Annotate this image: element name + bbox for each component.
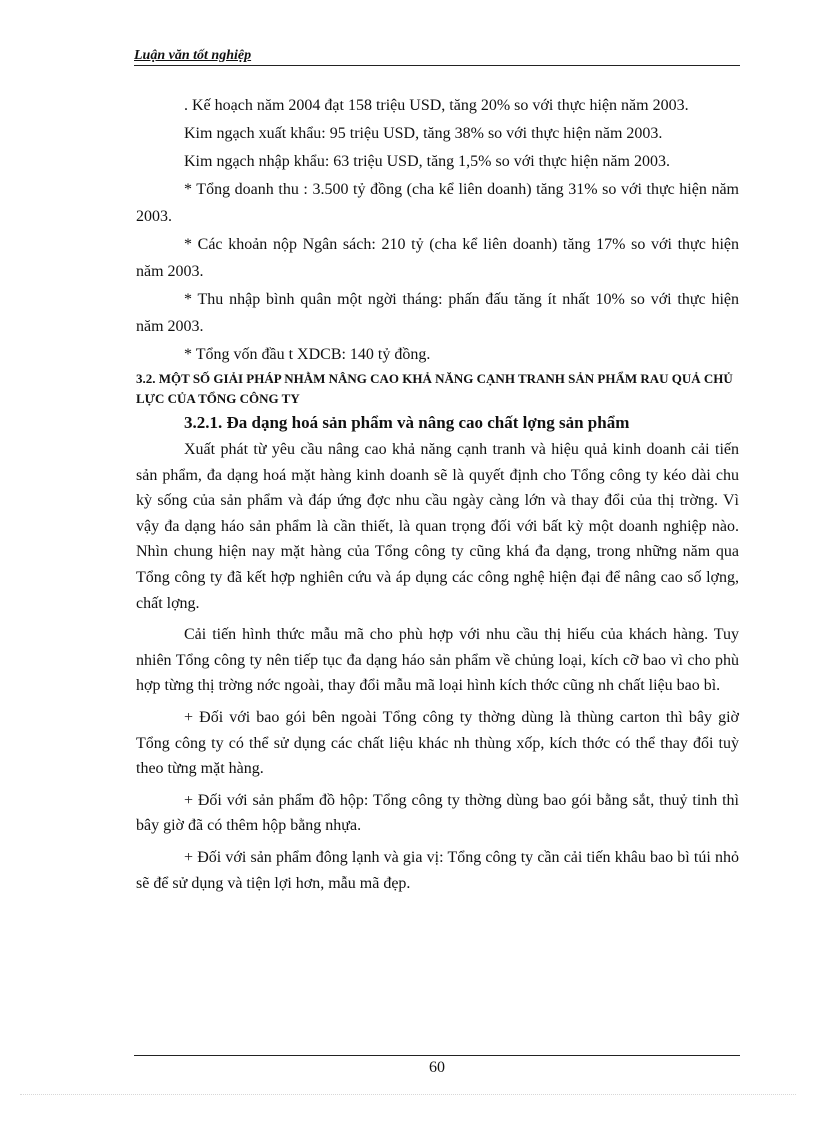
paragraph-diversification: Xuất phát từ yêu cầu nâng cao khả năng cạnh tranh và hiệu quả kinh doanh cải tiến sản phẩm, đa dạng hoá mặt hàng kinh doanh sẽ là quyết định cho Tổng công ty kéo dài chu kỳ sống của sản phẩm và đáp ứng đợc nhu cầu ngày càng lớn và thay đổi của thị trờng. Vì vậy đa dạng háo sản phẩm là cần thiết, là quan trọng đối với bất kỳ một doanh nghiệp nào. Nhìn chung hiện nay mặt hàng của Tổng công ty cũng khá đa dạng, trong những năm qua Tổng công ty đã kết hợp nghiên cứu và áp dụng các công nghệ hiện đại để nâng cao số lợng, chất lợng. xyxy=(136,441,739,612)
paragraph-import-turnover: Kim ngạch nhập khẩu: 63 triệu USD, tăng 1,5% so với thực hiện năm 2003. xyxy=(184,153,670,170)
page-number: 60 xyxy=(429,1059,445,1076)
subsection-heading: 3.2.1. Đa dạng hoá sản phẩm và nâng cao chất lợng sản phẩm xyxy=(184,413,630,432)
paragraph-budget-payments: * Các khoản nộp Ngân sách: 210 tỷ (cha kể liên doanh) tăng 17% so với thực hiện năm 2003. xyxy=(136,236,739,280)
paragraph-design-improvement: Cải tiến hình thức mẫu mã cho phù hợp với nhu cầu thị hiếu của khách hàng. Tuy nhiên Tổng công ty nên tiếp tục đa dạng háo sản phẩm về chủng loại, kích cỡ bao vì cho phù hợp từng thị trờng nớc ngoài, thay đổi mẫu mã loại hình kích thớc cũng nh chất liệu bao bì. xyxy=(136,626,739,695)
paragraph-export-turnover: Kim ngạch xuất khẩu: 95 triệu USD, tăng 38% so với thực hiện năm 2003. xyxy=(184,125,663,142)
page-bottom-divider xyxy=(20,1094,796,1095)
subsection-body xyxy=(136,437,739,896)
paragraph-average-income: * Thu nhập bình quân một ngời tháng: phấn đấu tăng ít nhất 10% so với thực hiện năm 2003. xyxy=(136,291,739,335)
paragraph-total-revenue: * Tổng doanh thu : 3.500 tỷ đồng (cha kể liên doanh) tăng 31% so với thực hiện năm 2003. xyxy=(136,181,739,225)
page-footer xyxy=(134,1055,740,1076)
page-header xyxy=(134,47,740,66)
paragraph-plan-2004: . Kế hoạch năm 2004 đạt 158 triệu USD, tăng 20% so với thực hiện năm 2003. xyxy=(184,97,689,114)
paragraph-outer-packaging: + Đối với bao gói bên ngoài Tổng công ty thờng dùng là thùng carton thì bây giờ Tổng công ty có thể sử dụng các chất liệu khác nh thùng xốp, kích thớc có thể thay đổi tuỳ theo từng mặt hàng. xyxy=(136,708,739,778)
section-heading: 3.2. MỘT SỐ GIẢI PHÁP NHẰM NÂNG CAO KHẢ NĂNG CẠNH TRANH SẢN PHẨM RAU QUẢ CHỦ LỰC CỦA TỔNG CÔNG TY xyxy=(136,371,733,406)
paragraph-frozen-spices: + Đối với sản phẩm đông lạnh và gia vị: Tổng công ty cần cải tiến khâu bao bì túi nhỏ sẽ để sử dụng và tiện lợi hơn, mẫu mã đẹp. xyxy=(136,848,739,892)
header-title: Luận văn tốt nghiệp xyxy=(134,48,252,63)
document-body xyxy=(136,92,739,902)
paragraph-capital-investment: * Tổng vốn đầu t XDCB: 140 tỷ đồng. xyxy=(184,346,431,363)
paragraph-canned-products: + Đối với sản phẩm đồ hộp: Tổng công ty thờng dùng bao gói bằng sắt, thuỷ tinh thì bây giờ đã có thêm hộp bằng nhựa. xyxy=(136,791,739,835)
